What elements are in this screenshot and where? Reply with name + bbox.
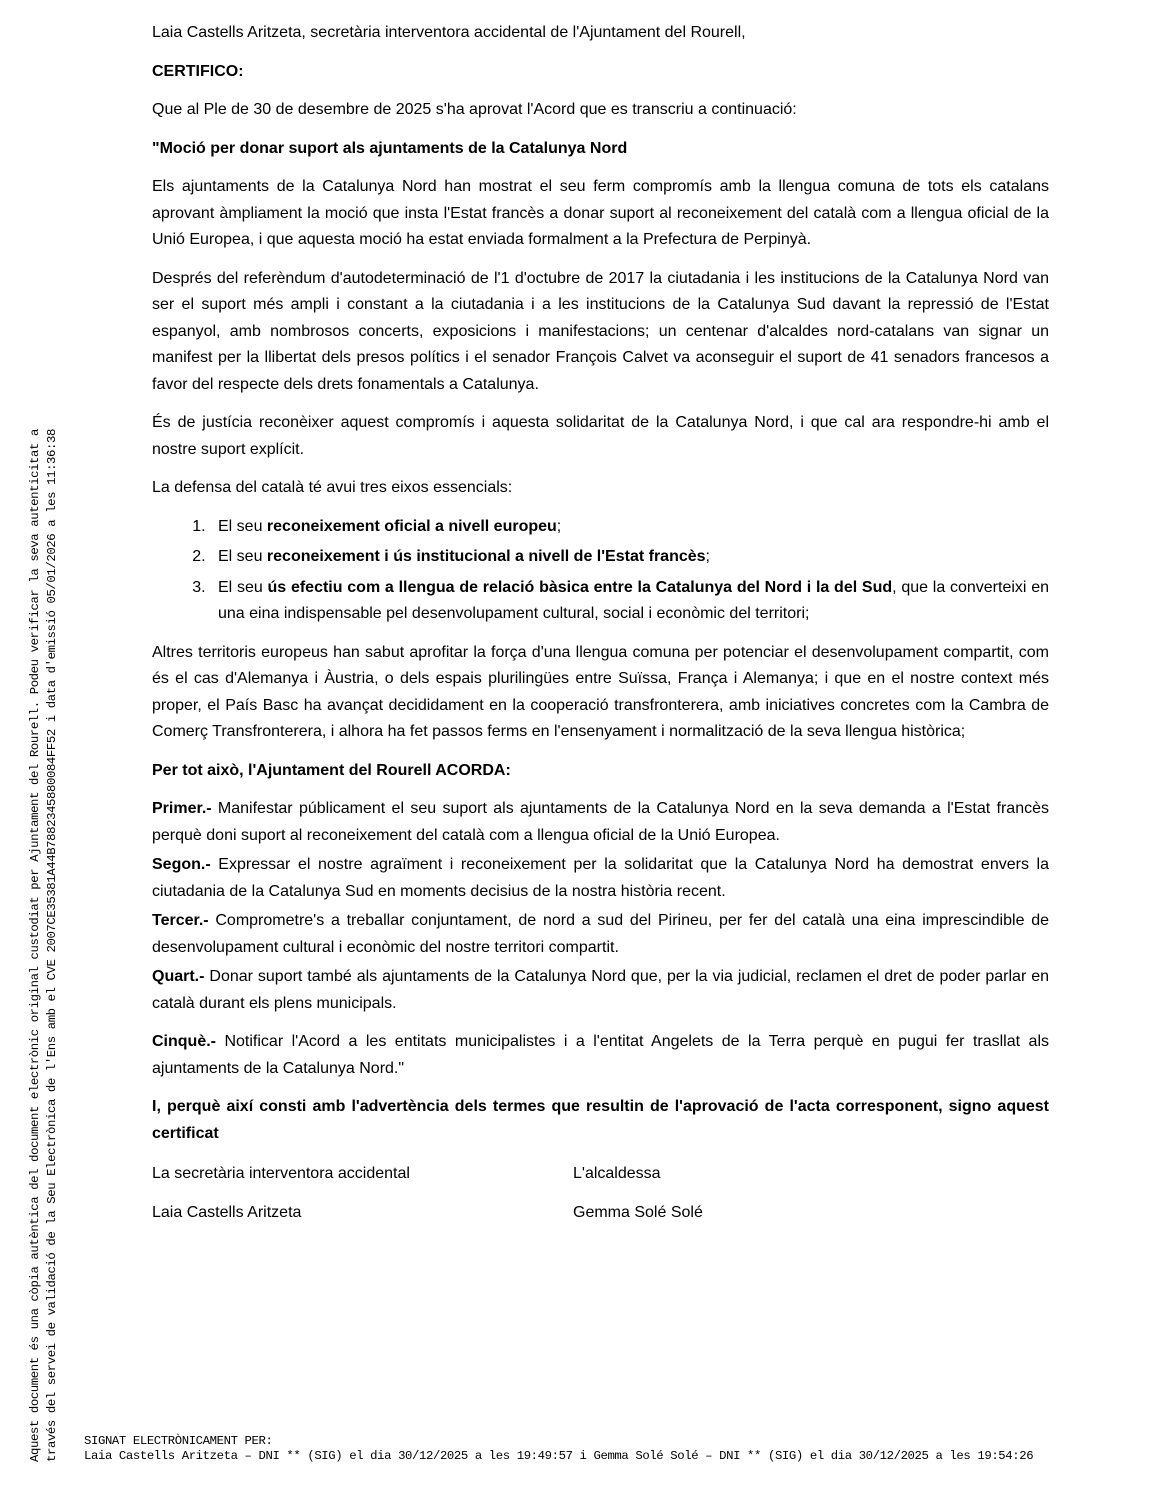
acorda-heading — [152, 758, 1049, 785]
list-item — [210, 514, 1049, 541]
text-run: El seu — [218, 578, 268, 596]
electronic-signature-footer — [84, 1434, 1033, 1463]
signature-mayor — [573, 1161, 1049, 1226]
closing-statement — [152, 1094, 1049, 1147]
signature-role-mayor: L'alcaldessa — [573, 1165, 661, 1182]
text-run: Segon.- — [152, 856, 219, 873]
text-run: reconeixement i ús institucional a nivell de l'Estat francès — [266, 548, 706, 565]
authenticity-vertical-text — [27, 322, 61, 1462]
text-run: La defensa del català té avui tres eixos essencials: — [152, 479, 513, 496]
authenticity-line-1: Aquest document és una còpia autèntica del document electrònic original custodiat per Ajuntament del Rourell. Podeu verificar la seva autenticitat a — [28, 429, 42, 1462]
intro-line — [152, 20, 1049, 47]
text-run: , que la converteixi en una eina indispensable pel desenvolupament cultural, social i econòmic del territori; — [218, 578, 1050, 622]
text-run: reconeixement oficial a nivell europeu — [266, 517, 557, 535]
motion-title — [152, 136, 1049, 163]
signature-secretary — [152, 1161, 573, 1226]
defense-axes-list — [152, 514, 1049, 628]
agreement-cinque — [152, 1029, 1049, 1082]
text-run: CERTIFICO: — [152, 62, 244, 80]
text-run: Laia Castells Aritzeta, secretària interventora accidental de l'Ajuntament del Rourell, — [152, 24, 746, 41]
document-body — [152, 20, 1049, 1226]
text-run: Tercer.- — [152, 912, 216, 929]
text-run: Després del referèndum d'autodeterminació de l'1 d'octubre de 2017 la ciutadania i les institucions de la Catalunya Nord van ser el suport més ampli i constant a la ciutadania i a les institucions de la Catalunya Sud davant la repressió de l'Estat espanyol, amb nombrosos concerts, exposicions i manifestacions; un centenar d'alcaldes nord-catalans van signar un manifest per la llibertat dels presos polítics i el senador François Calvet va aconseguir el suport de 41 senadors francesos a favor del respecte dels drets fonamentals a Catalunya. — [152, 269, 1049, 393]
text-run: Que al Ple de 30 de desembre de 2025 s'ha aprovat l'Acord que es transcriu a continuació: — [152, 101, 797, 118]
text-run: Altres territoris europeus han sabut aprofitar la força d'una llengua comuna per potenciar el desenvolupament compartit, com és el cas d'Alemanya i Àustria, o dels espais plurilingües entre Suïssa, França i Alemanya; i que en el nostre context més proper, el País Basc ha avançat decididament en la cooperació transfronterera, amb iniciatives concretes com la Cambra de Comerç Transfronterera, i alhora ha fet passos ferms en l'ensenyament i normalització de la seva llengua històrica; — [152, 643, 1049, 740]
text-run: Donar suport també als ajuntaments de la Catalunya Nord que, per la via judicial, reclamen el dret de poder parlar en català durant els plens municipals. — [152, 968, 1050, 1012]
text-run: Cinquè.- — [152, 1033, 225, 1050]
motion-paragraph-4 — [152, 640, 1049, 746]
text-run: És de justícia reconèixer aquest compromís i aquesta solidaritat de la Catalunya Nord, i que cal ara respondre-hi amb el nostre suport explícit. — [152, 414, 1049, 458]
text-run: Comprometre's a treballar conjuntament, de nord a sud del Pirineu, per fer del català una eina imprescindible de desenvolupament cultural i econòmic del nostre territori compartit. — [152, 912, 1050, 956]
text-run: Quart.- — [152, 968, 210, 985]
text-run: Manifestar públicament el seu suport als ajuntaments de la Catalunya Nord en la seva demanda a l'Estat francès perquè doni suport al reconeixement del català com a llengua oficial de la Unió Europea. — [152, 800, 1049, 844]
text-run: Per tot això, l'Ajuntament del Rourell ACORDA: — [152, 761, 511, 779]
list-item — [210, 544, 1049, 571]
text-run: ; — [705, 548, 710, 565]
text-run: Els ajuntaments de la Catalunya Nord han mostrat el seu ferm compromís amb la llengua comuna de tots els catalans aprovant àmpliament la moció que insta l'Estat francès a donar suport al reconeixement del català com a llengua oficial de la Unió Europea, i que aquesta moció ha estat enviada formalment a la Prefectura de Perpinyà. — [152, 178, 1049, 248]
defense-axes-intro — [152, 475, 1049, 502]
footer-signed-by-label: SIGNAT ELECTRÒNICAMENT PER: — [84, 1434, 273, 1448]
agreement-tercer — [152, 908, 1049, 961]
agreement-quart — [152, 964, 1049, 1017]
authenticity-line-2: través del servei de validació de la Seu Electrònica de l'Ens amb el CVE 2007CE35381A44B7882345880084FF52 i data d'emissió 05/01/2026 a les 11:36:38 — [45, 429, 59, 1462]
signature-name-mayor: Gemma Solé Solé — [573, 1203, 703, 1221]
signature-role-secretary: La secretària interventora accidental — [152, 1165, 410, 1182]
text-run: Notificar l'Acord a les entitats municipalistes i a l'entitat Angelets de la Terra perquè en pugui fer trasllat als ajuntaments de la Catalunya Nord." — [152, 1033, 1050, 1077]
plenary-approval-line — [152, 97, 1049, 124]
text-run: ús efectiu com a llengua de relació bàsica entre la Catalunya del Nord i la del Sud — [267, 578, 893, 596]
motion-paragraph-2 — [152, 266, 1049, 399]
text-run: ; — [556, 517, 562, 535]
motion-paragraph-3 — [152, 410, 1049, 463]
agreement-primer — [152, 796, 1049, 849]
text-run: Expressar el nostre agraïment i reconeixement per la solidaritat que la Catalunya Nord ha demostrat envers la ciutadania de la Catalunya Sud en moments decisius de la nostra història recent. — [152, 856, 1050, 900]
motion-paragraph-1 — [152, 174, 1049, 254]
agreement-segon — [152, 852, 1049, 905]
signature-block — [152, 1161, 1049, 1226]
list-item — [210, 575, 1049, 628]
signature-name-secretary: Laia Castells Aritzeta — [152, 1203, 302, 1221]
text-run: I, perquè així consti amb l'advertència dels termes que resultin de l'aprovació de l'acta corresponent, signo aquest certificat — [152, 1098, 1049, 1142]
text-run: El seu — [218, 548, 267, 565]
footer-signature-details: Laia Castells Aritzeta – DNI ** (SIG) el dia 30/12/2025 a les 19:49:57 i Gemma Solé Solé – DNI ** (SIG) el dia 30/12/2025 a les 19:54:26 — [84, 1448, 1034, 1463]
text-run: El seu — [218, 517, 267, 535]
text-run: "Moció per donar suport als ajuntaments de la Catalunya Nord — [152, 139, 628, 157]
text-run: Primer.- — [152, 800, 218, 817]
certifico-heading — [152, 59, 1049, 86]
